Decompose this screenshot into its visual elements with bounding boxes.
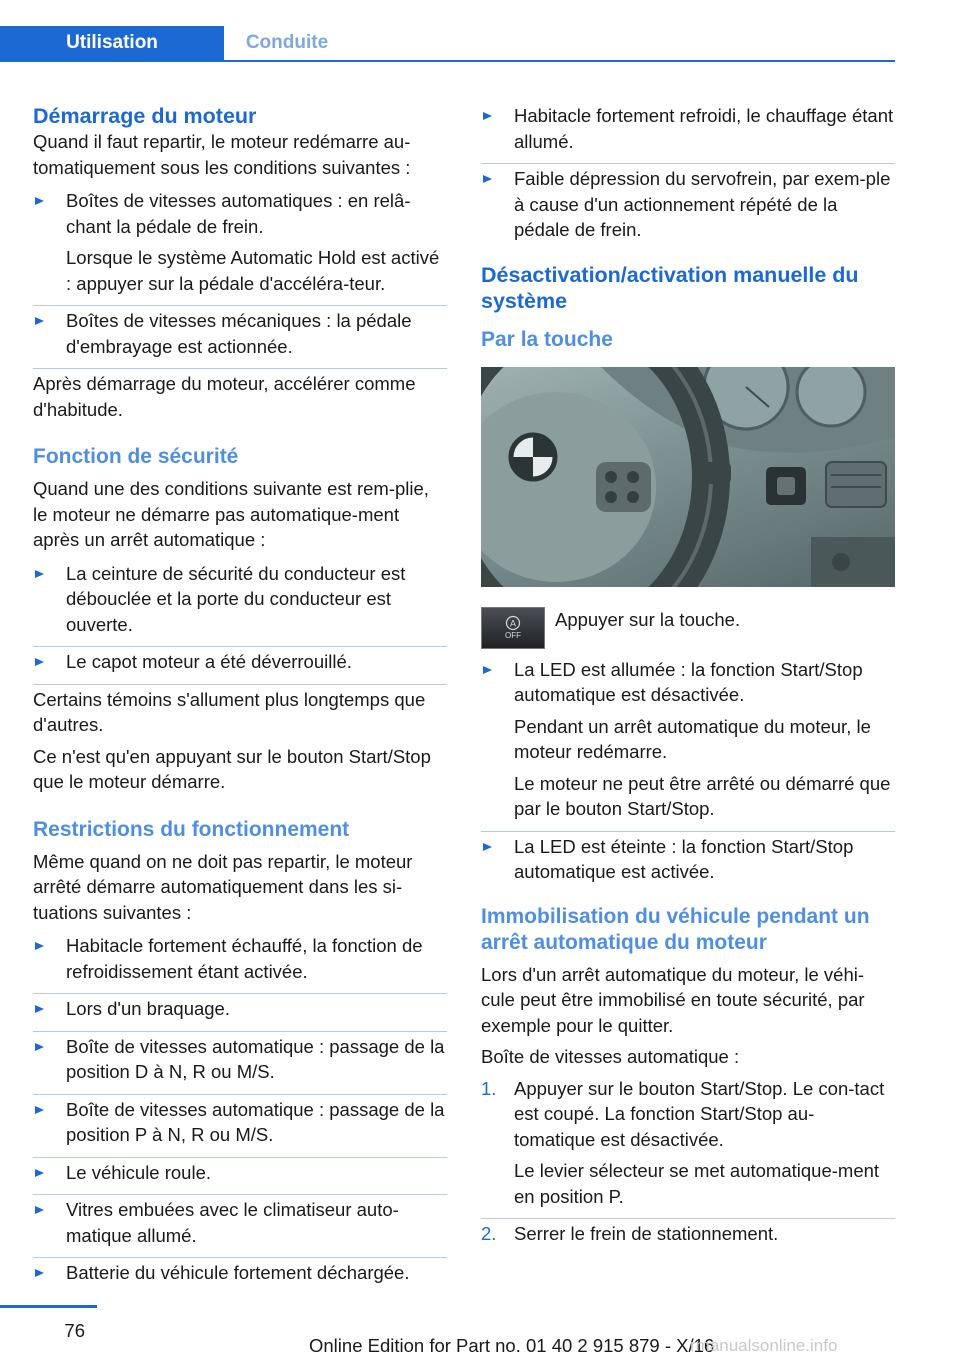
- bullet-item: [33, 561, 447, 644]
- bullet-item: [481, 657, 895, 828]
- bullet-item: [33, 1097, 447, 1154]
- bullet-text: La LED est éteinte : la fonction Start/Stop automatique est activée.: [514, 835, 854, 882]
- bullet-item: [481, 834, 895, 891]
- bullet-text: Boîte de vitesses automatique : passage de la position P à N, R ou M/S.: [66, 1098, 445, 1145]
- bullet-text: Batterie du véhicule fortement déchargée.: [66, 1262, 410, 1283]
- step-subtext: Le levier sélecteur se met automatique-ment en position P.: [514, 1160, 880, 1207]
- button-caption-row: [481, 607, 895, 651]
- header-tabbar: [0, 0, 960, 62]
- bullet-text: Vitres embuées avec le climatiseur auto-matique allumé.: [66, 1199, 399, 1246]
- bullet-item: [33, 933, 447, 990]
- bullet-text: Boîtes de vitesses mécaniques : la pédale d'embrayage est actionnée.: [66, 310, 412, 357]
- bullet-subtext: Lorsque le système Automatic Hold est activé : appuyer sur la pédale d'accéléra-teur.: [66, 247, 440, 294]
- bullet-text: Boîte de vitesses automatique : passage de la position D à N, R ou M/S.: [66, 1035, 445, 1082]
- left-column: [33, 103, 447, 1292]
- paragraph: Même quand on ne doit pas repartir, le moteur arrêté démarre automatiquement dans les si-tuations suivantes :: [33, 850, 413, 923]
- watermark: rmanualsonline.info: [690, 1336, 838, 1355]
- step-number: 1.: [481, 1077, 497, 1099]
- numbered-step: [481, 1221, 895, 1253]
- bullet-text: La ceinture de sécurité du conducteur est débouclée et la porte du conducteur est ouverte.: [66, 562, 406, 635]
- bullet-item: [33, 996, 447, 1028]
- button-caption: Appuyer sur la touche.: [555, 608, 741, 630]
- bullet-subtext: Pendant un arrêt automatique du moteur, le moteur redémarre.: [514, 715, 871, 762]
- paragraph: Quand une des conditions suivante est rem-plie, le moteur ne démarre pas automatique-ment après un arrêt automatique :: [33, 478, 429, 550]
- auto-a-icon: [505, 615, 521, 631]
- bullet-text: Lors d'un braquage.: [66, 998, 230, 1019]
- bullet-text: Le capot moteur a été déverrouillé.: [66, 651, 352, 672]
- bullet-text: Boîtes de vitesses automatiques : en relâ-chant la pédale de frein.: [66, 190, 411, 237]
- paragraph: Lors d'un arrêt automatique du moteur, le véhi-cule peut être immobilisé en toute sécurité, par exemple pour le quitter.: [481, 963, 865, 1036]
- button-icon-label: OFF: [505, 631, 521, 640]
- right-column: [481, 103, 895, 1253]
- numbered-step: [481, 1076, 895, 1216]
- bullet-text: Le véhicule roule.: [66, 1161, 212, 1183]
- bullet-text: La LED est allumée : la fonction Start/Stop automatique est désactivée.: [514, 658, 863, 705]
- paragraph: Après démarrage du moteur, accélérer comme d'habitude.: [33, 373, 416, 420]
- step-text: Appuyer sur le bouton Start/Stop. Le con-tact est coupé. La fonction Start/Stop au-tomatique est désactivée.: [514, 1077, 885, 1150]
- edition-text: Online Edition for Part no. 01 40 2 915 879 - X/16: [309, 1335, 715, 1356]
- section-title-immobilisation: Immobilisation du véhicule pendant un arrêt automatique du moteur: [481, 904, 870, 954]
- step-number: 2.: [481, 1223, 497, 1244]
- header-divider: [0, 60, 895, 62]
- footer-divider: [0, 1305, 97, 1308]
- bullet-text: Habitacle fortement échauffé, la fonction de refroidissement étant activée.: [66, 935, 423, 982]
- bullet-item: [33, 308, 447, 365]
- paragraph: Boîte de vitesses automatique :: [481, 1046, 740, 1067]
- bullet-item: [33, 188, 447, 302]
- bullet-subtext: Le moteur ne peut être arrêté ou démarré que par le bouton Start/Stop.: [514, 772, 891, 819]
- bullet-item: [33, 1034, 447, 1091]
- page-number: 76: [64, 1320, 85, 1341]
- section-title-demarrage: Démarrage du moteur: [33, 104, 257, 128]
- bullet-text: Habitacle fortement refroidi, le chauffage étant allumé.: [514, 105, 894, 152]
- paragraph: Quand il faut repartir, le moteur redémarre au-tomatiquement sous les conditions suivantes :: [33, 131, 411, 178]
- section-title-securite: Fonction de sécurité: [33, 445, 239, 468]
- bullet-item: [33, 1160, 447, 1192]
- svg-text:A: A: [509, 618, 517, 629]
- tab-utilisation[interactable]: Utilisation: [0, 26, 224, 60]
- bullet-text: Faible dépression du servofrein, par exem-ple à cause d'un actionnement répété de la pédale de frein.: [514, 168, 891, 240]
- paragraph: Ce n'est qu'en appuyant sur le bouton Start/Stop que le moteur démarre.: [33, 745, 431, 792]
- step-text: Serrer le frein de stationnement.: [514, 1223, 779, 1244]
- section-title-restrictions: Restrictions du fonctionnement: [33, 817, 350, 841]
- bullet-item: [481, 166, 895, 249]
- paragraph: Certains témoins s'allument plus longtemps que d'autres.: [33, 688, 426, 735]
- steering-wheel-illustration: [481, 367, 895, 587]
- bullet-item: [33, 1260, 447, 1292]
- section-title-touche: Par la touche: [481, 327, 613, 351]
- section-title-manual: Désactivation/activation manuelle du système: [481, 262, 859, 313]
- bullet-item: [33, 1197, 447, 1254]
- bullet-item: [33, 649, 447, 681]
- start-stop-off-button-icon: [481, 607, 545, 649]
- tab-conduite[interactable]: Conduite: [245, 32, 329, 53]
- dashboard-photo: [481, 367, 895, 587]
- bullet-item: [481, 103, 895, 160]
